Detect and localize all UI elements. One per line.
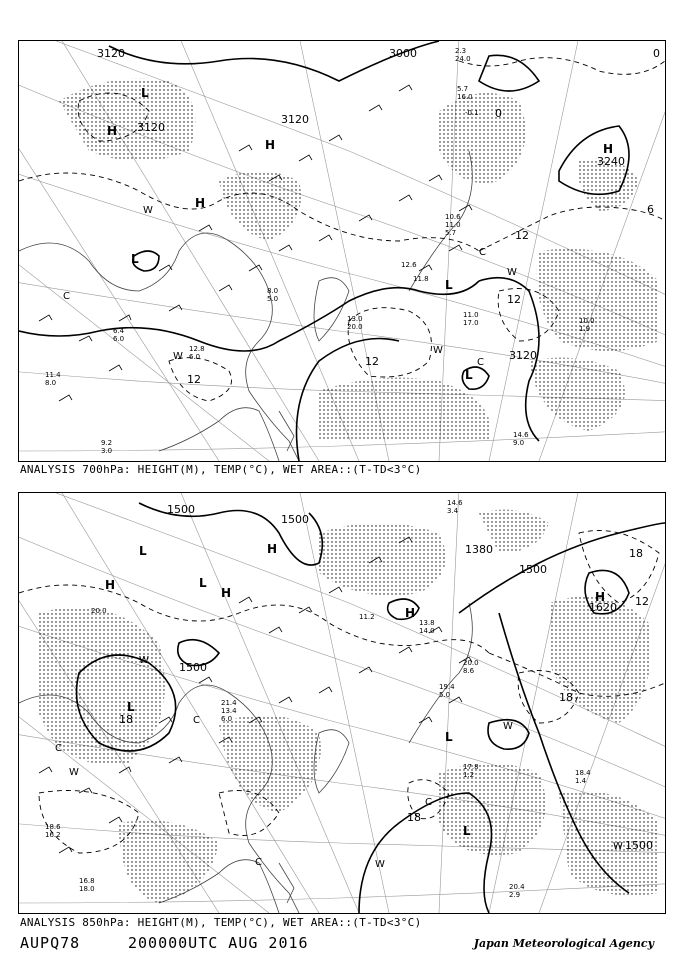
isotherm-label: 18 (407, 811, 421, 824)
low-center: L (139, 544, 147, 558)
station-value: 11.0 (445, 221, 461, 229)
high-center: H (105, 578, 116, 592)
isotherm-label: 12 (187, 373, 201, 386)
station-value: 18.4 (575, 769, 591, 777)
warm-center: W (613, 841, 623, 852)
station-value: 6.0 (113, 335, 125, 343)
height-label: 3000 (389, 47, 417, 60)
low-center: L (445, 730, 453, 744)
station-value: 14.6 (447, 499, 463, 507)
station-value: 10.6 (445, 213, 461, 221)
height-label: 1500 (179, 661, 207, 674)
station-value: 20.0 (463, 659, 479, 667)
height-label: 3120 (97, 47, 125, 60)
station-value: 6.0 (189, 353, 201, 361)
valid-time: 200000UTC AUG 2016 (128, 934, 309, 952)
station-value: 2.3 (455, 47, 467, 55)
warm-center: W (375, 859, 385, 870)
station-value: 21.4 (221, 699, 237, 707)
isotherm-label: 12 (365, 355, 379, 368)
map-850hpa-canvas (19, 493, 665, 913)
isotherm-label: 0 (653, 47, 660, 60)
station-value: 5.7 (445, 229, 457, 237)
chart-code: AUPQ78 (20, 934, 81, 952)
station-value: 3.0 (101, 447, 113, 455)
map-panel-700hpa (18, 40, 666, 462)
station-value: 3.4 (447, 507, 459, 515)
station-value: -0.1 (465, 109, 479, 117)
map-700hpa-canvas (19, 41, 665, 461)
height-label: 1500 (281, 513, 309, 526)
station-value: 17.0 (463, 319, 479, 327)
station-value: 20.0 (347, 323, 363, 331)
station-value: 11.8 (413, 275, 429, 283)
station-value: 5.0 (439, 691, 451, 699)
isotherm-label: 0 (495, 107, 502, 120)
height-label: 3120 (281, 113, 309, 126)
low-center: L (445, 278, 453, 292)
station-value: 8.6 (463, 667, 475, 675)
warm-center: W (69, 767, 79, 778)
high-center: H (107, 124, 118, 138)
isotherm-label: 18 (119, 713, 133, 726)
station-value: 12.6 (401, 261, 417, 269)
station-value: 16.2 (45, 831, 61, 839)
cold-center: C (479, 247, 486, 258)
height-label: 1620 (589, 601, 617, 614)
low-center: L (127, 700, 135, 714)
height-label: 1500 (625, 839, 653, 852)
station-value: 13.8 (419, 619, 435, 627)
station-value: 19.4 (439, 683, 455, 691)
station-value: 14.0 (419, 627, 435, 635)
station-value: 12.8 (189, 345, 205, 353)
height-label: 3240 (597, 155, 625, 168)
station-value: 6.0 (221, 715, 233, 723)
high-center: H (595, 590, 606, 604)
station-value: 13.0 (347, 315, 363, 323)
isotherm-label: 12 (507, 293, 521, 306)
station-value: 2.9 (509, 891, 521, 899)
station-value: 18.6 (45, 823, 61, 831)
agency-name: Japan Meteorological Agency (473, 937, 654, 950)
station-value: 1.2 (463, 771, 475, 779)
cold-center: C (63, 291, 70, 302)
isotherm-label: 18 (559, 691, 573, 704)
cold-center: C (55, 743, 62, 754)
station-value: 11.4 (45, 371, 61, 379)
isotherm-label: 18 (629, 547, 643, 560)
cold-center: C (477, 357, 484, 368)
height-label: 3120 (509, 349, 537, 362)
height-label: 1500 (167, 503, 195, 516)
low-center: L (131, 252, 139, 266)
low-center: L (199, 576, 207, 590)
station-value: 1.4 (575, 777, 587, 785)
warm-center: W (139, 655, 149, 666)
panel-caption-850hpa: ANALYSIS 850hPa: HEIGHT(M), TEMP(°C), WET AREA::(T-TD<3°C) (20, 916, 422, 929)
isotherm-label: 6 (647, 203, 654, 216)
station-value: 16.0 (457, 93, 473, 101)
warm-center: W (143, 205, 153, 216)
station-value: 5.7 (457, 85, 469, 93)
low-center: L (141, 86, 149, 100)
isotherm-label: 12 (515, 229, 529, 242)
station-value: 20.4 (509, 883, 525, 891)
warm-center: W (173, 351, 183, 362)
station-value: 16.8 (79, 877, 95, 885)
station-value: 11.0 (463, 311, 479, 319)
station-value: 11.2 (359, 613, 375, 621)
map-panel-850hpa (18, 492, 666, 914)
station-value: 17.8 (463, 763, 479, 771)
high-center: H (265, 138, 276, 152)
station-value: 9.2 (101, 439, 113, 447)
station-value: 5.0 (267, 295, 279, 303)
station-value: 8.0 (45, 379, 57, 387)
cold-center: C (193, 715, 200, 726)
height-label: 1380 (465, 543, 493, 556)
station-value: 13.4 (221, 707, 237, 715)
station-value: 6.4 (113, 327, 125, 335)
high-center: H (221, 586, 232, 600)
high-center: H (603, 142, 614, 156)
high-center: H (267, 542, 278, 556)
low-center: L (463, 824, 471, 838)
station-value: 9.0 (513, 439, 525, 447)
height-label: 1500 (519, 563, 547, 576)
warm-center: W (507, 267, 517, 278)
height-label: 3120 (137, 121, 165, 134)
warm-center: W (503, 721, 513, 732)
cold-center: C (425, 797, 432, 808)
station-value: 18.0 (79, 885, 95, 893)
station-value: 8.0 (267, 287, 279, 295)
high-center: H (195, 196, 206, 210)
isotherm-label: 12 (635, 595, 649, 608)
station-value: 1.9 (579, 325, 591, 333)
cold-center: C (255, 857, 262, 868)
station-value: 24.0 (455, 55, 471, 63)
panel-caption-700hpa: ANALYSIS 700hPa: HEIGHT(M), TEMP(°C), WET AREA::(T-TD<3°C) (20, 463, 422, 476)
station-value: 10.0 (579, 317, 595, 325)
high-center: H (405, 606, 416, 620)
station-value: 14.6 (513, 431, 529, 439)
station-value: 20.0 (91, 607, 107, 615)
low-center: L (465, 368, 473, 382)
warm-center: W (433, 345, 443, 356)
